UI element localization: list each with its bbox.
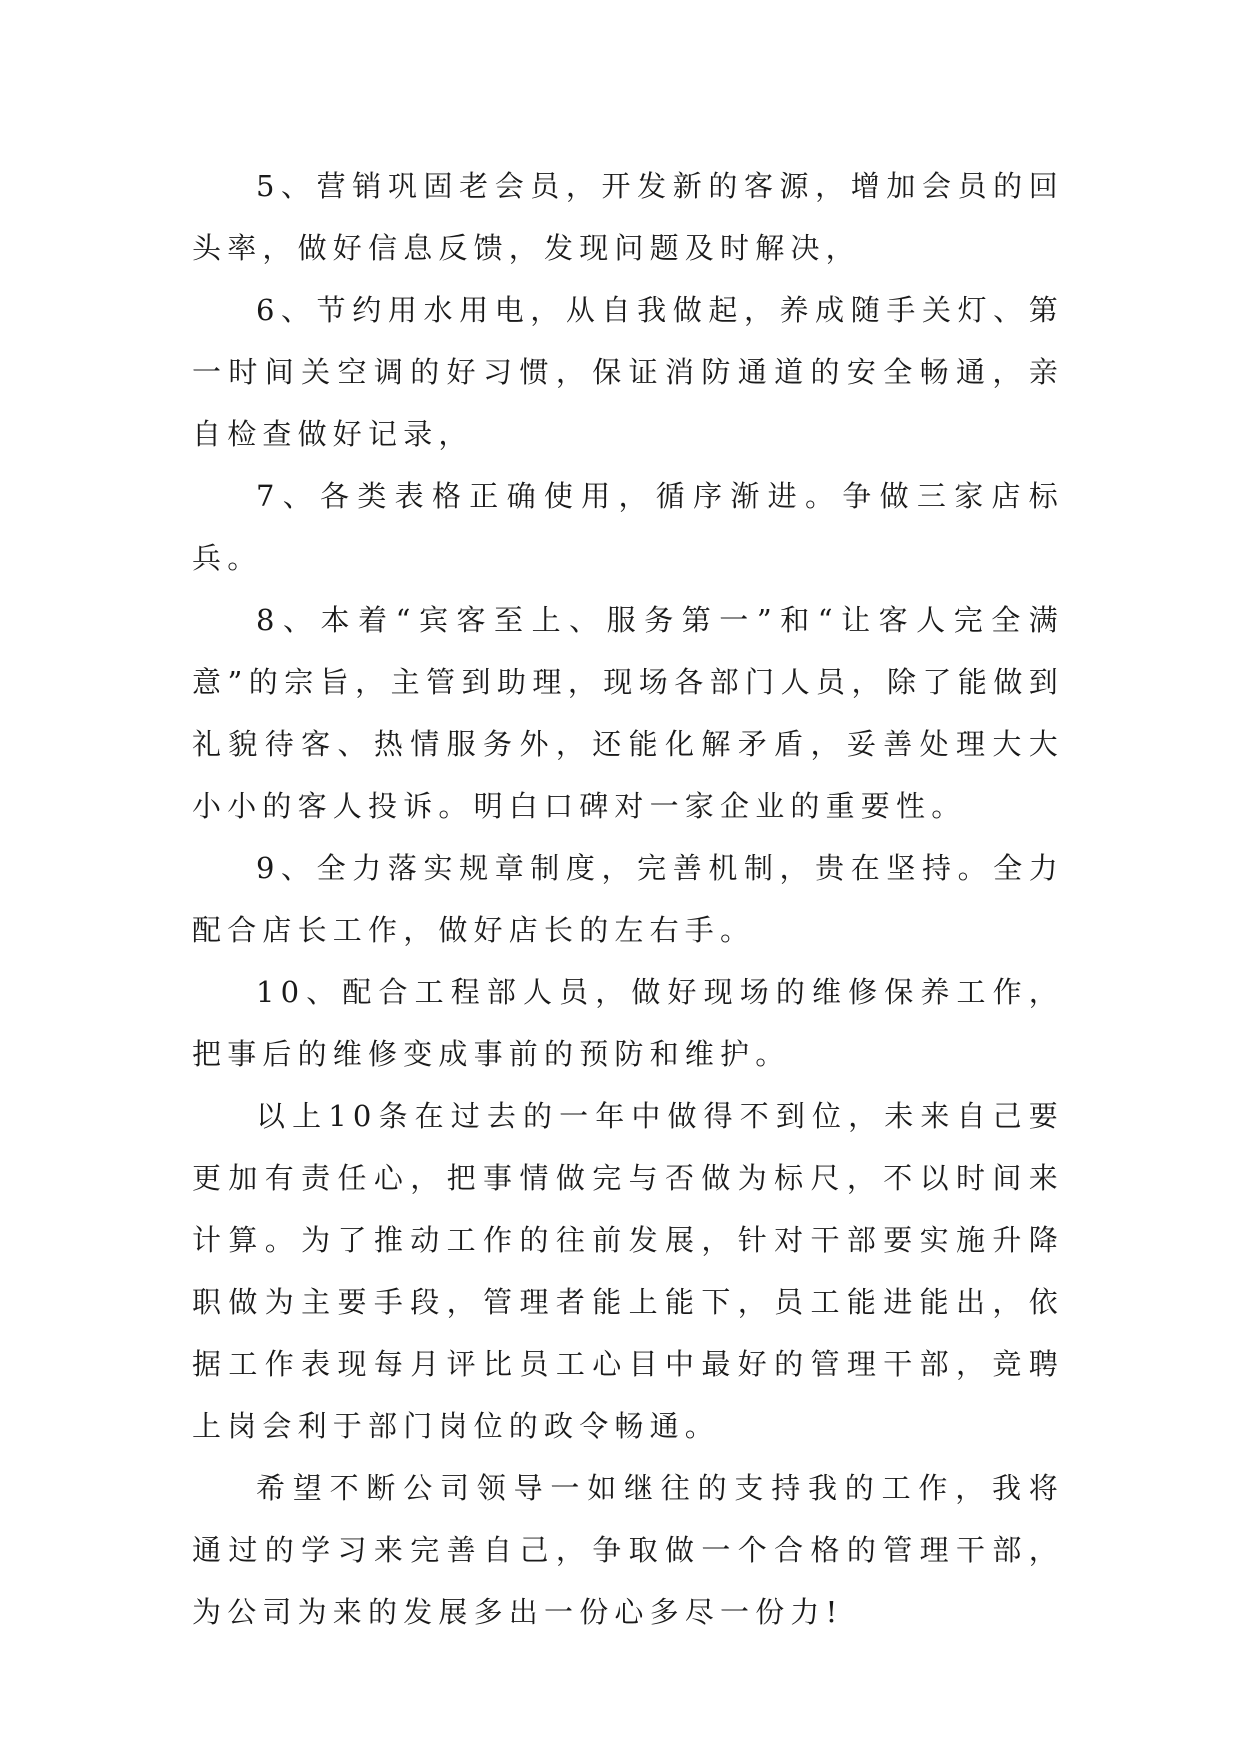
- document-body: [192, 155, 1064, 1643]
- paragraph-item-9: 9、全力落实规章制度，完善机制，贵在坚持。全力配合店长工作，做好店长的左右手。: [192, 851, 1064, 947]
- paragraph-item-7: 7、各类表格正确使用，循序渐进。争做三家店标兵。: [192, 479, 1064, 575]
- paragraph-closing: 希望不断公司领导一如继往的支持我的工作，我将通过的学习来完善自己，争取做一个合格的管理干部，为公司为来的发展多出一份心多尽一份力!: [192, 1471, 1064, 1629]
- paragraph-summary: 以上10条在过去的一年中做得不到位，未来自己要更加有责任心，把事情做完与否做为标尺，不以时间来计算。为了推动工作的往前发展，针对干部要实施升降职做为主要手段，管理者能上能下，员工能进能出，依据工作表现每月评比员工心目中最好的管理干部，竞聘上岗会利于部门岗位的政令畅通。: [192, 1099, 1064, 1443]
- paragraph-item-5: 5、营销巩固老会员，开发新的客源，增加会员的回头率，做好信息反馈，发现问题及时解决，: [192, 169, 1064, 265]
- paragraph-item-8: 8、本着“宾客至上、服务第一”和“让客人完全满意”的宗旨，主管到助理，现场各部门人员，除了能做到礼貌待客、热情服务外，还能化解矛盾，妥善处理大大小小的客人投诉。明白口碑对一家企业的重要性。: [192, 603, 1064, 823]
- paragraph-item-10: 10、配合工程部人员，做好现场的维修保养工作，把事后的维修变成事前的预防和维护。: [192, 975, 1064, 1071]
- paragraph-item-6: 6、节约用水用电，从自我做起，养成随手关灯、第一时间关空调的好习惯，保证消防通道的安全畅通，亲自检查做好记录，: [192, 293, 1064, 451]
